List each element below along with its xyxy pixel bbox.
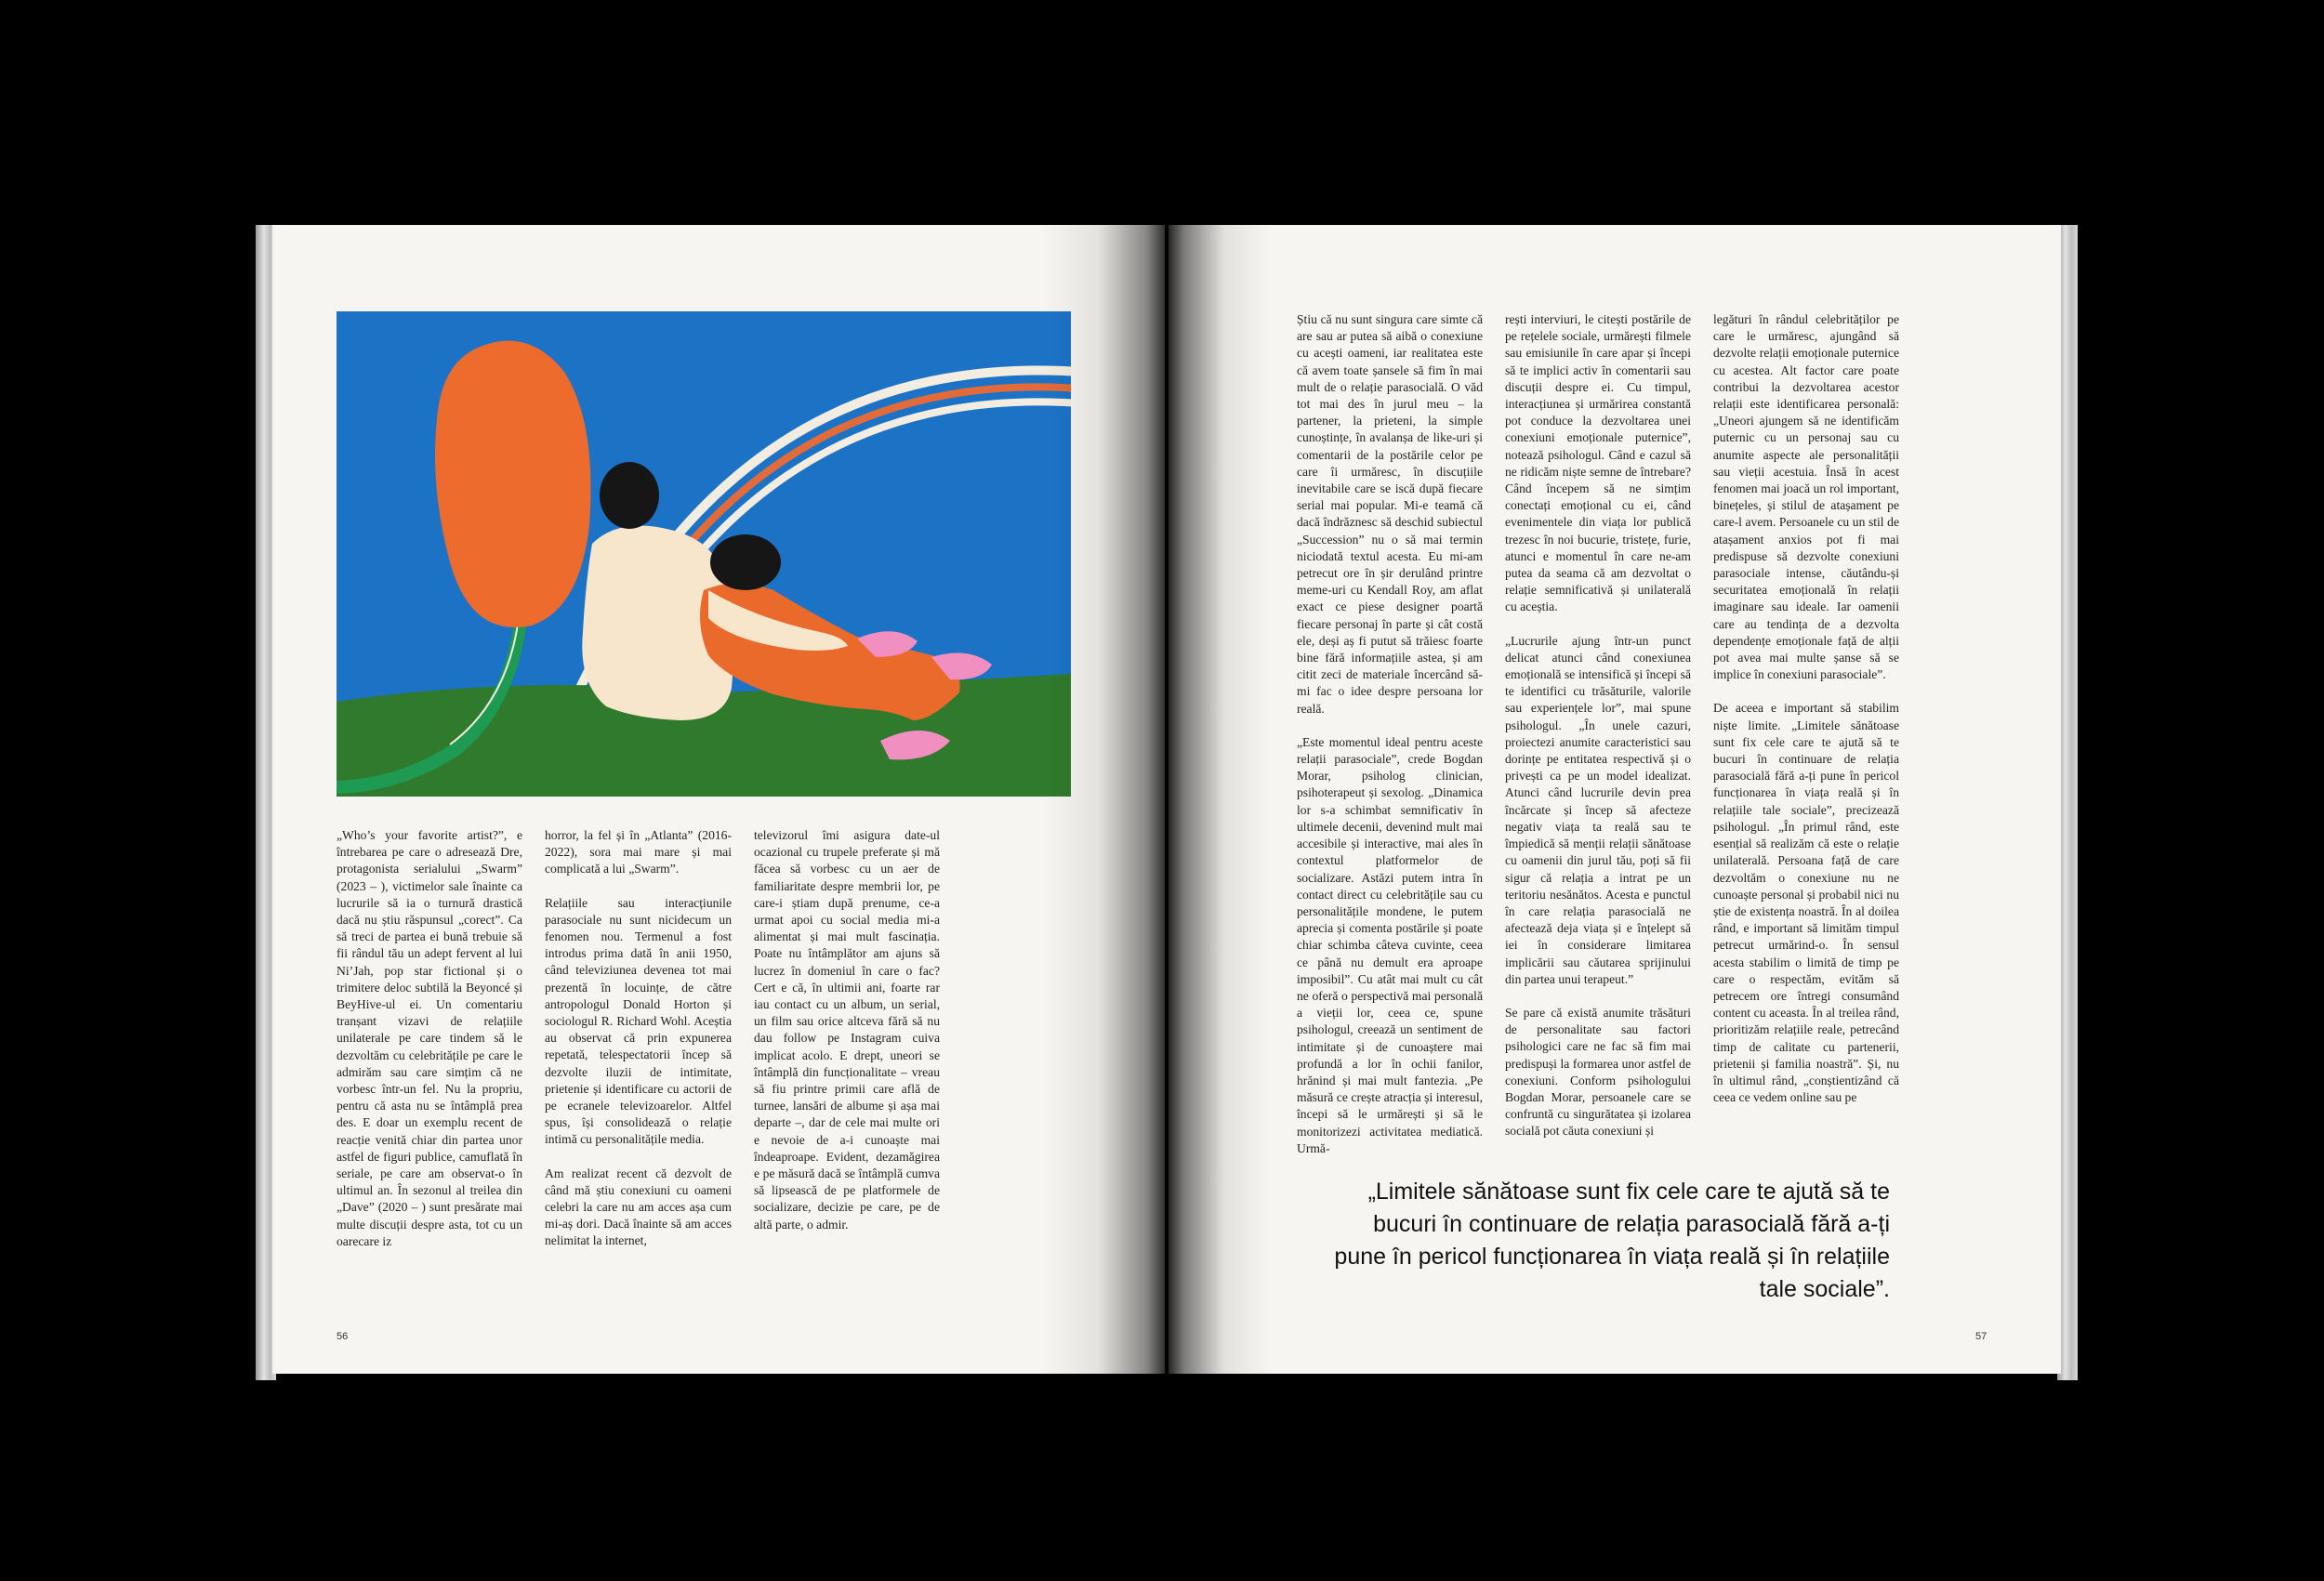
left-column-1 (337, 827, 522, 1267)
gutter-shadow-left (1044, 225, 1165, 1374)
left-column-3 (754, 827, 940, 1250)
pull-quote: „Limitele sănătoase sunt fix cele care te ajută să te bucuri în continuare de relația parasocială fără a-ți pune în pericol funcționarea în viața reală și în relațiile tale sociale”. (1334, 1179, 1890, 1302)
paragraph: „Este momentul ideal pentru aceste relații parasociale”, crede Bogdan Morar, psiholog clinician, psihoterapeut și sexolog. „Dinamica lor s-a schimbat semnificativ în ultimele decenii, devenind mult mai accesibile și interactive, mai ales în contextul platformelor de socializare. Astăzi putem intra în contact direct cu celebritățile sau cu personalitățile mondene, le putem aprecia și comenta postările și poate chiar schimba câteva cuvinte, ceea ce până nu demult era aproape imposibil”. Cu atât mai mult cu cât ne oferă o perspectivă mai personală a vieții lor, ceea ce, spune psihologul, creează un sentiment de intimitate și de cunoaștere mai profundă a lor în ochii fanilor, hrănind și mai mult fantezia. „Pe măsură ce crește atracția și interesul, începi să le urmărești și să le monitorizezi activitatea mediatică. Urmă- (1297, 734, 1483, 1155)
paragraph: legături în rândul celebrităților pe care le urmăresc, ajungând să dezvolte relații emoționale puternice cu acestea. Alt factor care poate contribui la dezvoltarea acestor relații este identificarea personală: „Uneori ajungem să ne identificăm puternic cu un personaj sau cu anumite aspecte ale personalității sau vieții acestuia. Însă în acest fenomen mai joacă un rol important, binețeles, și stilul de atașament pe care-l avem. Persoanele cu un stil de atașament anxios pot fi mai predispuse să dezvolte conexiuni parasociale intense, căutându-și securitatea emoțională în relații imaginare sau ideale. Iar oamenii care au tendința de a dezvolta dependențe emoționale față de alții pot avea mai multe șanse să se implice în conexiuni parasociale”. (1713, 312, 1899, 682)
left-column-2 (545, 827, 732, 1267)
paragraph: „Who’s your favorite artist?”, e întrebarea pe care o adresează Dre, protagonista serialului „Swarm” (2023 – ), victimelor sale înainte ca lucrurile să ia o turnură drastică dacă nu știu răspunsul „corect”. Ca să treci de partea ei bună trebuie să fii rândul tău un adept fervent al lui Ni’Jah, pop star fictional și o trimitere deloc subtilă la Beyoncé și BeyHive-ul ei. Un comentariu tranșant vizavi de relațiile unilaterale pe care tindem să le dezvoltăm cu celebritățile pe care le admirăm sau care simțim că ne vorbesc într-un fel. Nu la propriu, pentru că asta nu se întâmplă prea des. E doar un exemplu recent de reacție venită chiar din partea unor astfel de figuri publice, camuflată în seriale, pe care am observat-o în ultimul an. În sezonul al treilea din „Dave” (2020 – ) sunt presărate mai multe discuții despre asta, tot cu un oarecare iz (337, 828, 522, 1248)
paragraph: televizorul îmi asigura date-ul ocazional cu trupele preferate și mă făcea să vorbesc cu un aer de familiaritate despre membrii lor, pe care-i știam după prenume, ce-a urmat apoi cu social media mi-a alimentat și mai mult fascinația. Poate nu întâmplător am ajuns să lucrez în domeniul în care o fac? Cert e că, în ultimii ani, foarte rar iau contact cu un album, un serial, un film sau orice altceva fără să nu dau follow pe Instagram cuiva implicat acolo. E drept, uneori se întâmplă din funcționalitate – vreau să fiu printre primii care află de turnee, lansări de albume și așa mai departe –, dar de cele mai multe ori e nevoie de a-i cunoaște mai îndeaproape. Evident, dezamăgirea e pe măsură dacă se întâmplă cumva să lipsească de pe platformele de socializare, decizie pe care, pe de altă parte, o admir. (754, 828, 940, 1232)
paragraph: Se pare că există anumite trăsături de personalitate sau factori psihologici care ne fac să fim mai predispuși la formarea unor astfel de conexiuni. Conform psihologului Bogdan Morar, persoanele care se confruntă cu singurătatea și izolarea socială pot căuta conexiuni și (1505, 1005, 1691, 1139)
couple-reclining-under-rainbow-illustration (337, 311, 1071, 797)
right-column-1 (1297, 311, 1483, 1174)
paragraph: Relațiile sau interacțiunile parasociale nu sunt nicidecum un fenomen nou. Termenul a fost introdus prima dată în anii 1950, când televiziunea devenea tot mai prezentă în locuințe, de către antropologul Donald Horton și sociologul R. Richard Wohl. Aceștia au observat că prin expunerea repetată, telespectatorii încep să dezvolte iluzii de intimitate, prietenie și identificare cu actorii de pe ecranele televizoarelor. Altfel spus, își consolidează o relație intimă cu personalitățile media. (545, 895, 732, 1147)
right-column-3 (1713, 311, 1899, 1123)
right-page (1169, 225, 2061, 1374)
paragraph: Știu că nu sunt singura care simte că are sau ar putea să aibă o conexiune cu acești oameni, iar realitatea este că avem toate șansele să fim în mai mult de o relație parasocială. O văd tot mai des în jurul meu – la partener, la prieteni, la simple cunoștințe, în avalanșa de like-uri și comentarii de la postările celor pe care îi urmăresc, în discuțiile inevitabile care se iscă după fiecare serial mai popular. Mi-e teamă că dacă îndrăznesc să deschid subiectul „Succession” nu o să mai termin niciodată textul acesta. Eu mi-am petrecut ore în șir derulând printre meme-uri cu Kendall Roy, am aflat exact ce piese designer poartă fiecare personaj în parte și cât costă ele, deși aș fi putut să trăiesc foarte bine fără informațiile astea, și am citit zeci de materiale încercând să-mi fac o idee despre persoana lor reală. (1297, 312, 1483, 716)
paragraph: Am realizat recent că dezvolt de când mă știu conexiuni cu oameni celebri la care nu am acces așa cum mi-aș dori. Dacă înainte să am acces nelimitat la internet, (545, 1166, 732, 1248)
page-number-right: 57 (1975, 1331, 1987, 1342)
paragraph: rești interviuri, le citești postările de pe rețelele sociale, urmărești filmele sau emisiunile în care apar și începi să te implici activ în comentarii sau discuții despre ei. Cu timpul, interacțiunea și urmărirea constantă pot conduce la dezvoltarea unei conexiuni emoționale puternice”, notează psihologul. Când e cazul să ne ridicăm niște semne de întrebare? Când începem să ne simțim conectați emoțional cu ei, când evenimentele din viața lor publică trezesc în noi bucurie, tristețe, furie, atunci e momentul în care ne-am putea da seama că am dezvoltat o relație semnificativă și unilaterală cu aceștia. (1505, 312, 1691, 614)
paragraph: De aceea e important să stabilim niște limite. „Limitele sănătoase sunt fix cele care te ajută să te bucuri în continuare de relația parasocială fără a-ți pune în pericol funcționarea în viața reală și în relațiile tale sociale”, precizează psihologul. „În primul rând, este esențial să realizăm că este o relație unilaterală. Persoana față de care dezvoltăm o conexiune nu ne cunoaște personal și probabil nici nu știe de existența noastră. În al doilea rând, e important să limităm timpul petrecut urmărind-o. În sensul acesta stabilim o limită de timp pe care o respectăm, evităm să petrecem ore întregi consumând content cu aceasta. În al treilea rând, prioritizăm relațiile reale, petrecând timp de calitate cu partenerii, prietenii și familia noastră”. Și, nu în ultimul rând, „conștientizând că ceea ce vedem online sau pe (1713, 701, 1899, 1105)
gutter-shadow-right (1169, 225, 1271, 1374)
right-column-2 (1505, 311, 1691, 1157)
left-page (272, 225, 1165, 1374)
paragraph: „Lucrurile ajung într-un punct delicat atunci când conexiunea emoțională se intensifică și începi să te identifici cu trăsăturile, valorile sau experiențele lor”, mai spune psihologul. „În unele cazuri, proiectezi anumite caracteristici sau dorințe pe entitatea respectivă și o privești ca pe un model idealizat. Atunci când lucrurile devin prea încărcate și încep să afecteze negativ viața ta reală sau te împiedică să menții relații sănătoase cu oamenii din jurul tău, poți să fii sigur că relația a intrat pe un teritoriu nesănătos. Acesta e punctul în care relația parasocială ne afectează deja viața și e înțelept să iei în considerare limitarea implicării sau căutarea sprijinului din partea unui terapeut.” (1505, 633, 1691, 986)
paragraph: horror, la fel și în „Atlanta” (2016-2022), sora mai mare și mai complicată a lui „Swarm”. (545, 828, 732, 876)
page-number-left: 56 (337, 1331, 349, 1342)
open-magazine-spread (256, 225, 2078, 1380)
